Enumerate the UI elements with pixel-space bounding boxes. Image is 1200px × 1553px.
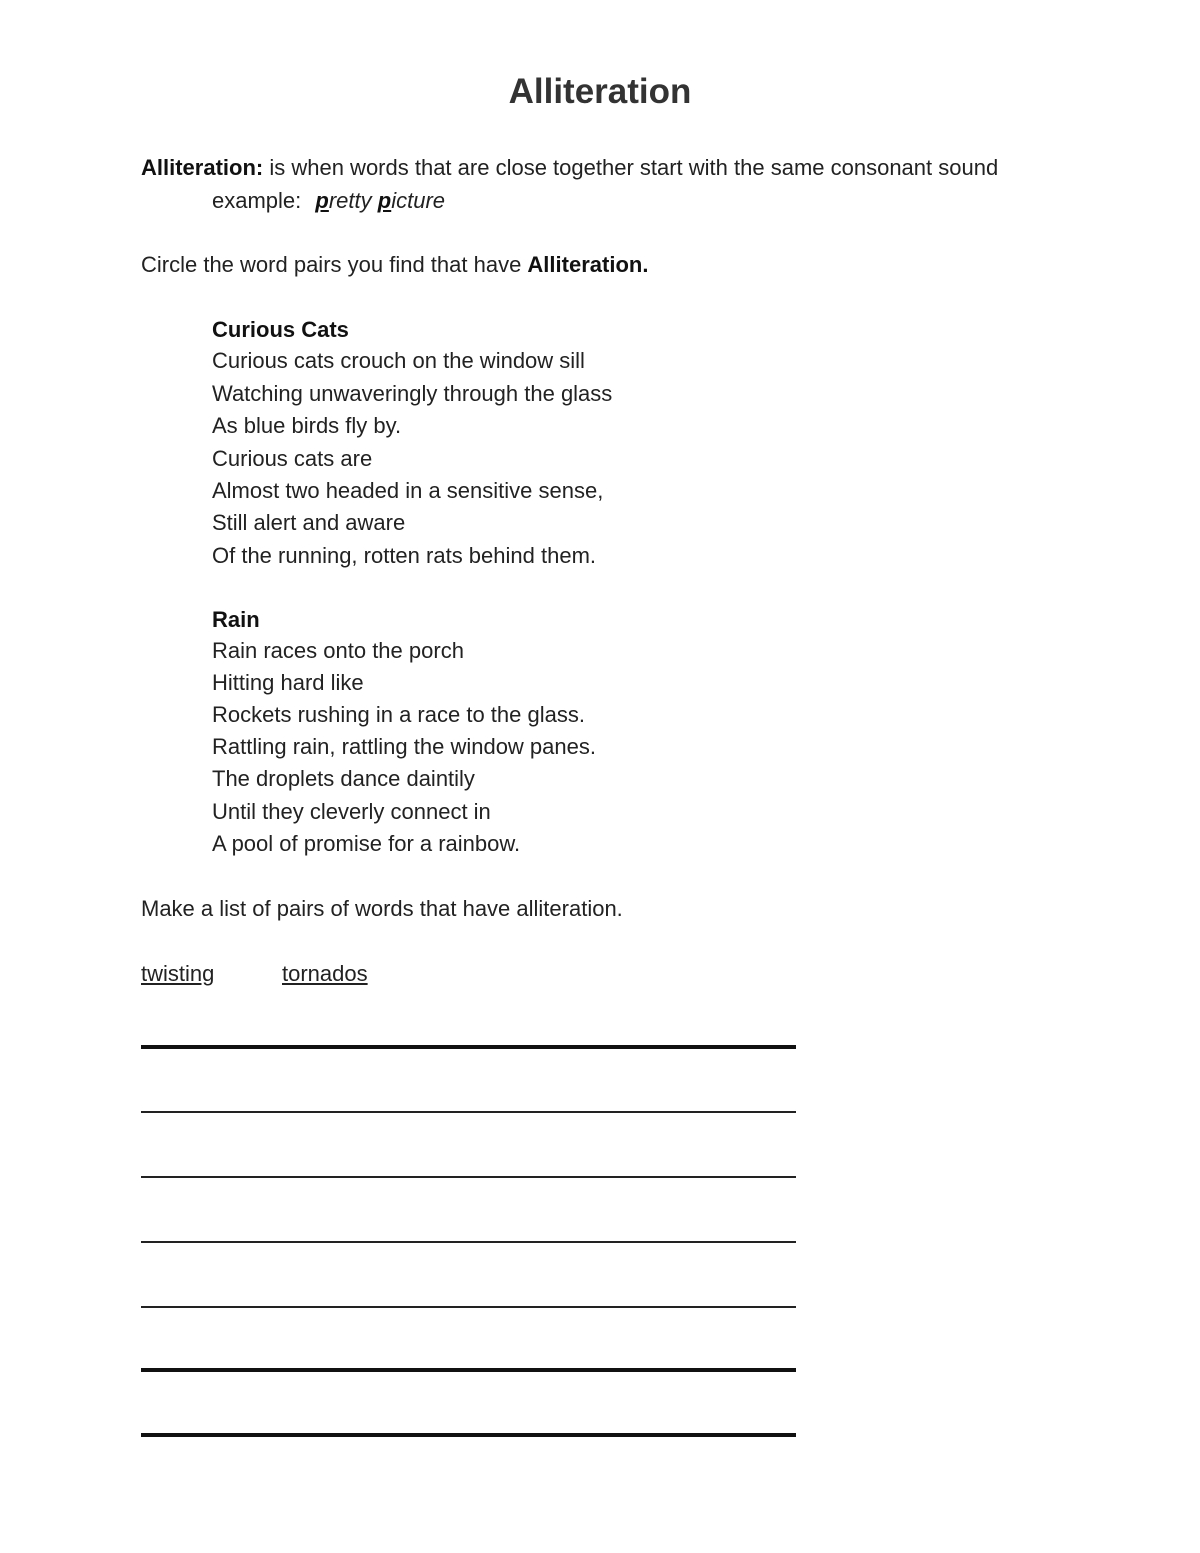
poem-line: Curious cats crouch on the window sill [212,348,585,373]
instruction-text: Circle the word pairs you find that have [141,252,528,277]
poem-line: Hitting hard like [212,670,364,695]
definition-text: is when words that are close together start with the same consonant sound [263,155,999,180]
definition-term: Alliteration: [141,155,264,180]
answer-line[interactable] [141,1111,796,1113]
sample-word-1: twisting [141,961,215,986]
sample-word-2: tornados [282,961,368,986]
instruction-bold: Alliteration. [527,252,649,277]
instruction [141,252,648,278]
poem-title: Curious Cats [212,317,349,342]
list-prompt: Make a list of pairs of words that have alliteration. [141,896,623,921]
poem-line: Watching unwaveringly through the glass [212,381,613,406]
answer-line[interactable] [141,1045,796,1049]
answer-line[interactable] [141,1241,796,1243]
poem-line: As blue birds fly by. [212,413,402,438]
poem-line: The droplets dance daintily [212,766,475,791]
answer-line[interactable] [141,1368,796,1372]
poem-line: Still alert and aware [212,510,406,535]
answer-line[interactable] [141,1433,796,1437]
poem-line: Rattling rain, rattling the window panes. [212,734,596,759]
poem-line: A pool of promise for a rainbow. [212,831,521,856]
example-words [315,188,445,213]
poem-line: Rain races onto the porch [212,638,464,663]
definition-example [212,188,445,214]
example-word1-initial: p [315,188,329,213]
poem-line: Curious cats are [212,446,373,471]
example-word1-rest: retty [328,188,372,213]
answer-line[interactable] [141,1306,796,1308]
example-word2-rest: icture [391,188,446,213]
page-title: Alliteration [508,72,692,111]
poem-line: Rockets rushing in a race to the glass. [212,702,585,727]
example-label: example: [212,188,302,213]
poem-line: Of the running, rotten rats behind them. [212,543,597,568]
poem-line: Until they cleverly connect in [212,799,491,824]
answer-line[interactable] [141,1176,796,1178]
example-word2-initial: p [377,188,392,213]
poem-title: Rain [212,607,260,632]
definition [141,155,998,181]
poem-line: Almost two headed in a sensitive sense, [212,478,604,503]
